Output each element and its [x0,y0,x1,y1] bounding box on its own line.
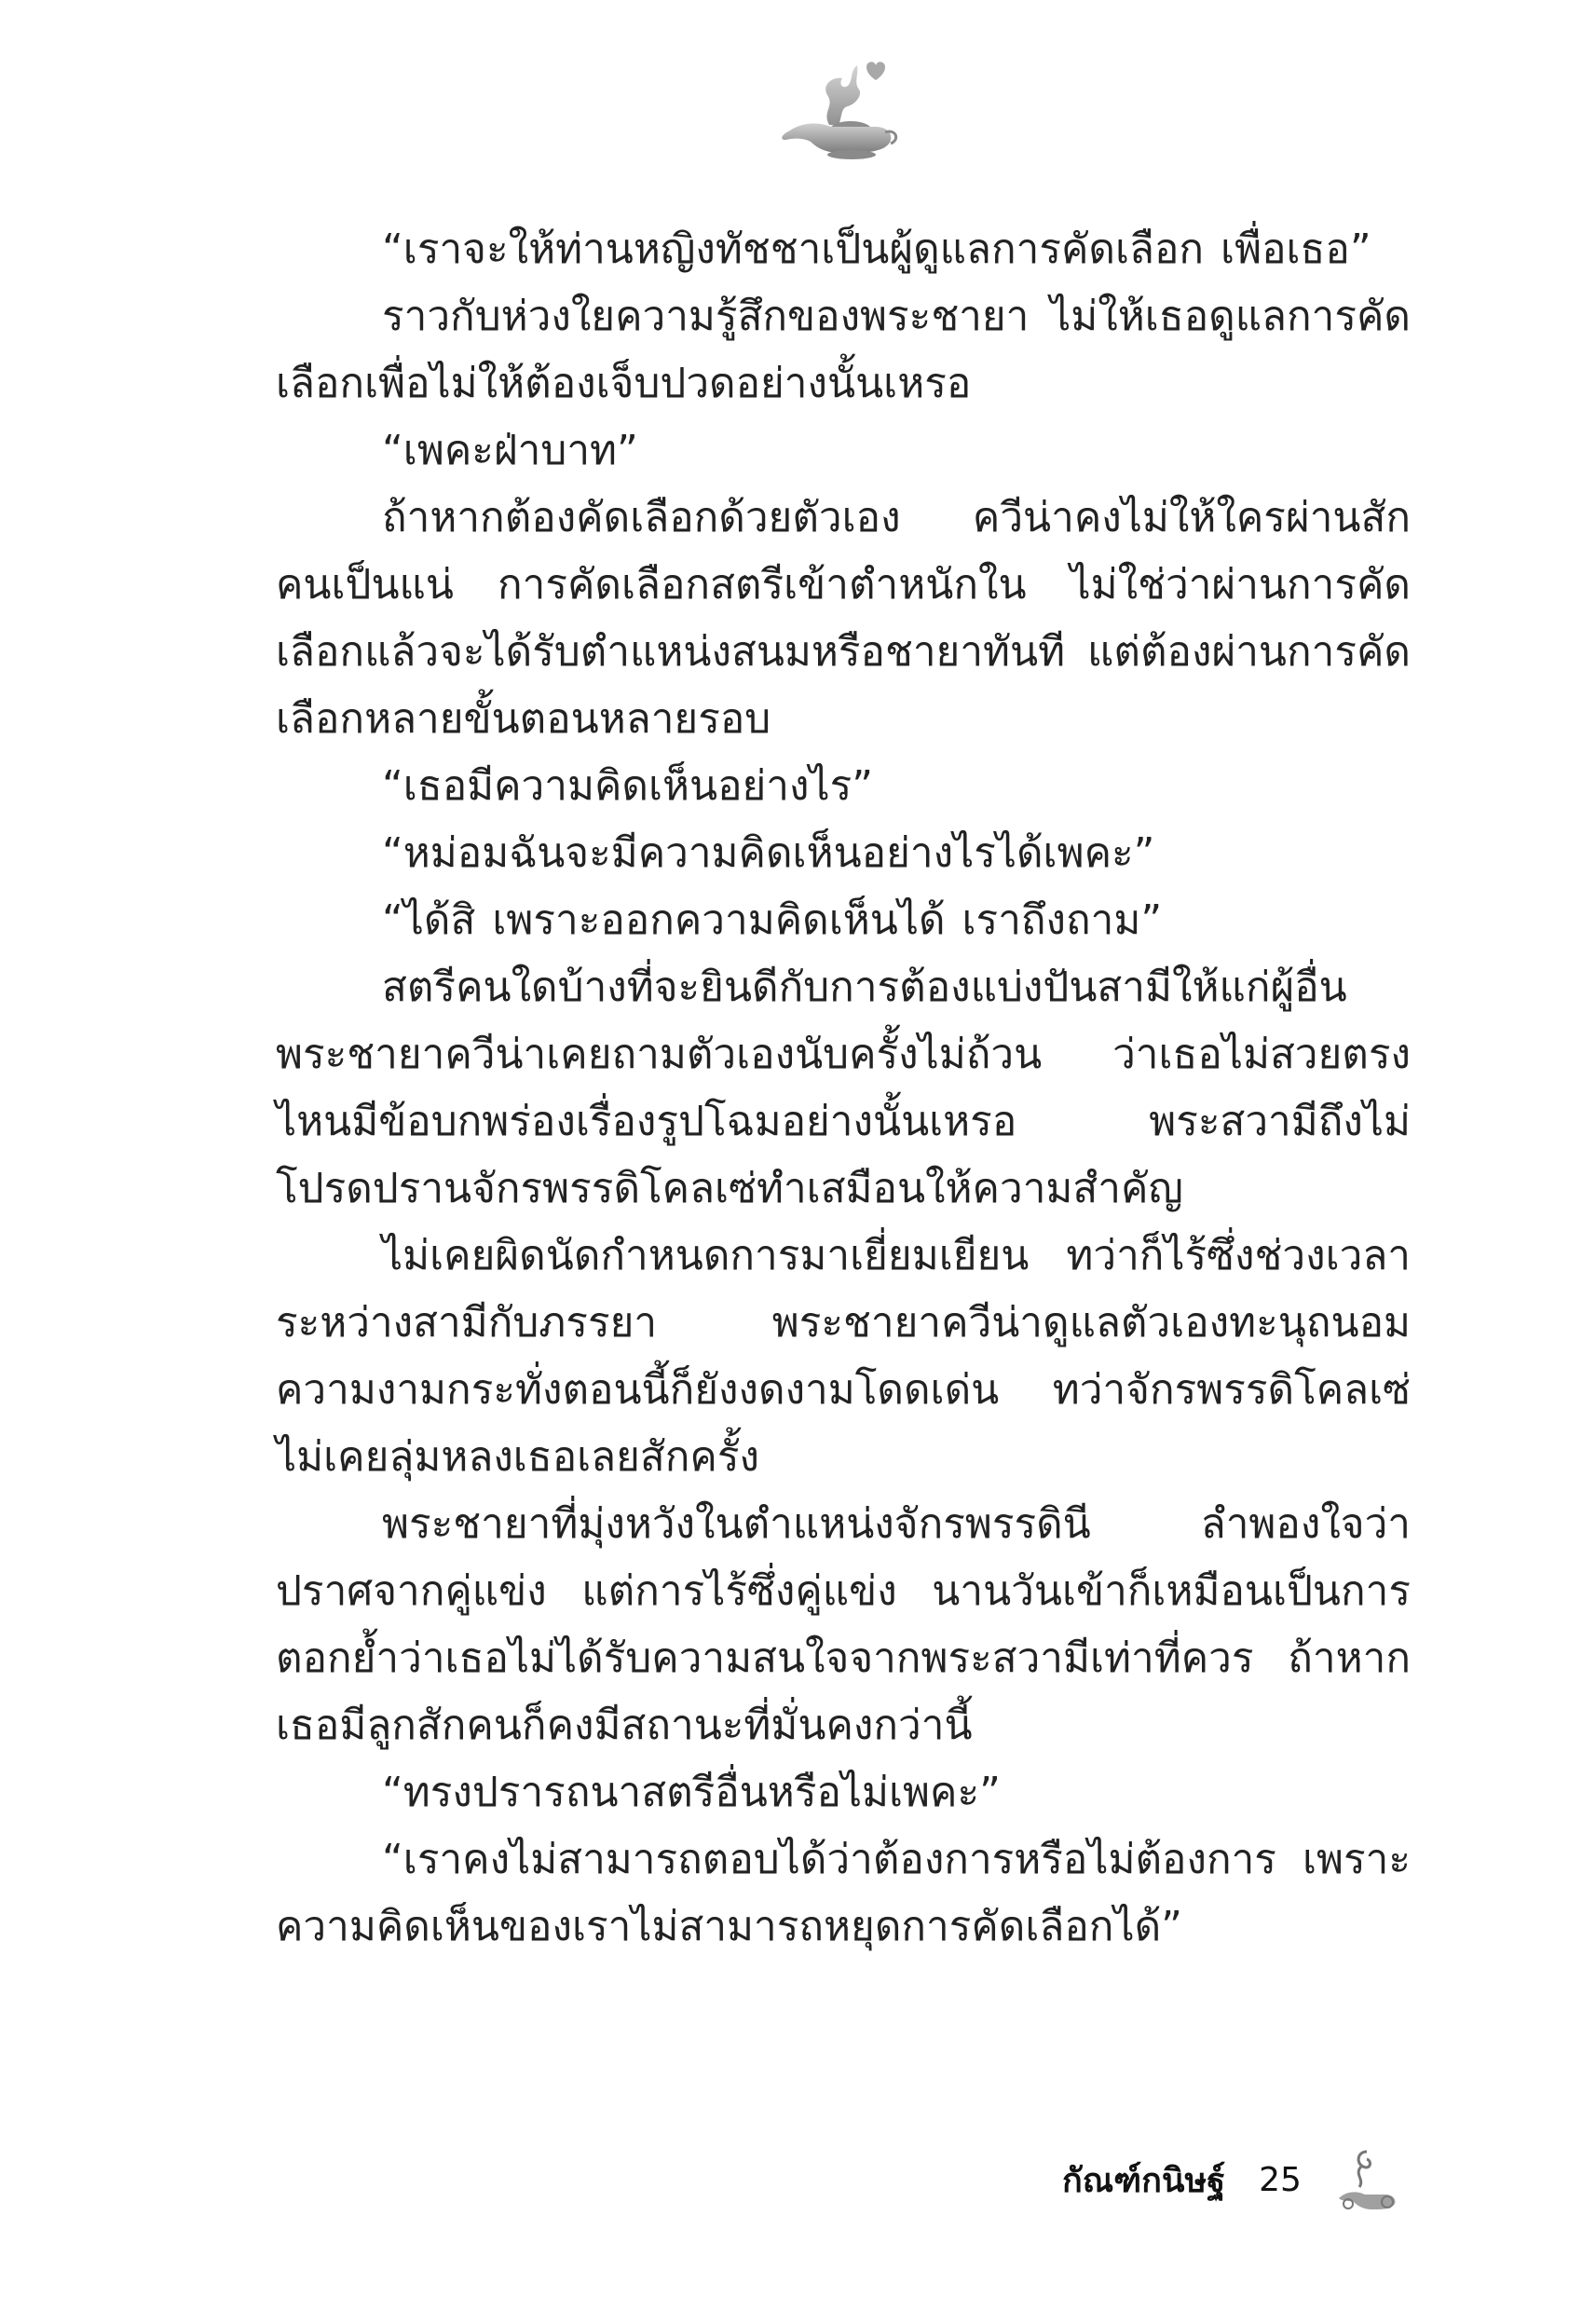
body-text [276,216,1411,1961]
paragraph: พระชายาที่มุ่งหวังในตำแหน่งจักรพรรดินี ลำพองใจว่าปราศจากคู่แข่ง แต่การไร้ซึ่งคู่แข่ง นานวันเข้าก็เหมือนเป็นการตอกย้ำว่าเธอไม่ได้รับความสนใจจากพระสวามีเท่าที่ควร ถ้าหากเธอมีลูกสักคนก็คงมีสถานะที่มั่นคงกว่านี้ [276,1500,1411,1749]
book-title: กัณฑ์กนิษฐ์ [1062,2161,1226,2200]
paragraph: “เราจะให้ท่านหญิงทัชชาเป็นผู้ดูแลการคัดเลือก เพื่อเธอ” [382,226,1371,273]
page-footer [1062,2138,1404,2222]
paragraph: “ได้สิ เพราะออกความคิดเห็นได้ เราถึงถาม” [382,896,1163,944]
paragraph: “ทรงปรารถนาสตรีอื่นหรือไม่เพคะ” [382,1769,1001,1816]
lamp-swirl-icon [1330,2142,1404,2217]
paragraph: ไม่เคยผิดนัดกำหนดการมาเยี่ยมเยียน ทว่าก็ไร้ซึ่งช่วงเวลาระหว่างสามีกับภรรยา พระชายาควีน่าดูแลตัวเองทะนุถนอมความงามกระทั่งตอนนี้ก็ยังงดงามโดดเด่น ทว่าจักรพรรดิโคลเซ่ไม่เคยลุ่มหลงเธอเลยสักครั้ง [276,1232,1411,1481]
genie-lamp-icon [773,52,904,164]
paragraph: สตรีคนใดบ้างที่จะยินดีกับการต้องแบ่งปันสามีให้แก่ผู้อื่นพระชายาควีน่าเคยถามตัวเองนับครั้งไม่ถ้วน ว่าเธอไม่สวยตรงไหนมีข้อบกพร่องเรื่องรูปโฉมอย่างนั้นเหรอ พระสวามีถึงไม่โปรดปรานจักรพรรดิโคลเซ่ทำเสมือนให้ความสำคัญ [276,964,1411,1212]
paragraph: ราวกับห่วงใยความรู้สึกของพระชายา ไม่ให้เธอดูแลการคัดเลือกเพื่อไม่ให้ต้องเจ็บปวดอย่างนั้นเหรอ [276,293,1411,407]
paragraph: “เพคะฝ่าบาท” [382,427,638,474]
paragraph: “เราคงไม่สามารถตอบได้ว่าต้องการหรือไม่ต้องการ เพราะความคิดเห็นของเราไม่สามารถหยุดการคัดเลือกได้” [276,1836,1411,1950]
paragraph: “เธอมีความคิดเห็นอย่างไร” [382,762,874,810]
paragraph: ถ้าหากต้องคัดเลือกด้วยตัวเอง ควีน่าคงไม่ให้ใครผ่านสักคนเป็นแน่ การคัดเลือกสตรีเข้าตำหนักใน ไม่ใช่ว่าผ่านการคัดเลือกแล้วจะได้รับตำแหน่งสนมหรือชายาทันที แต่ต้องผ่านการคัดเลือกหลายขั้นตอนหลายรอบ [276,494,1411,743]
paragraph: “หม่อมฉันจะมีความคิดเห็นอย่างไรได้เพคะ” [382,829,1155,877]
page-number: 25 [1259,2160,1302,2199]
